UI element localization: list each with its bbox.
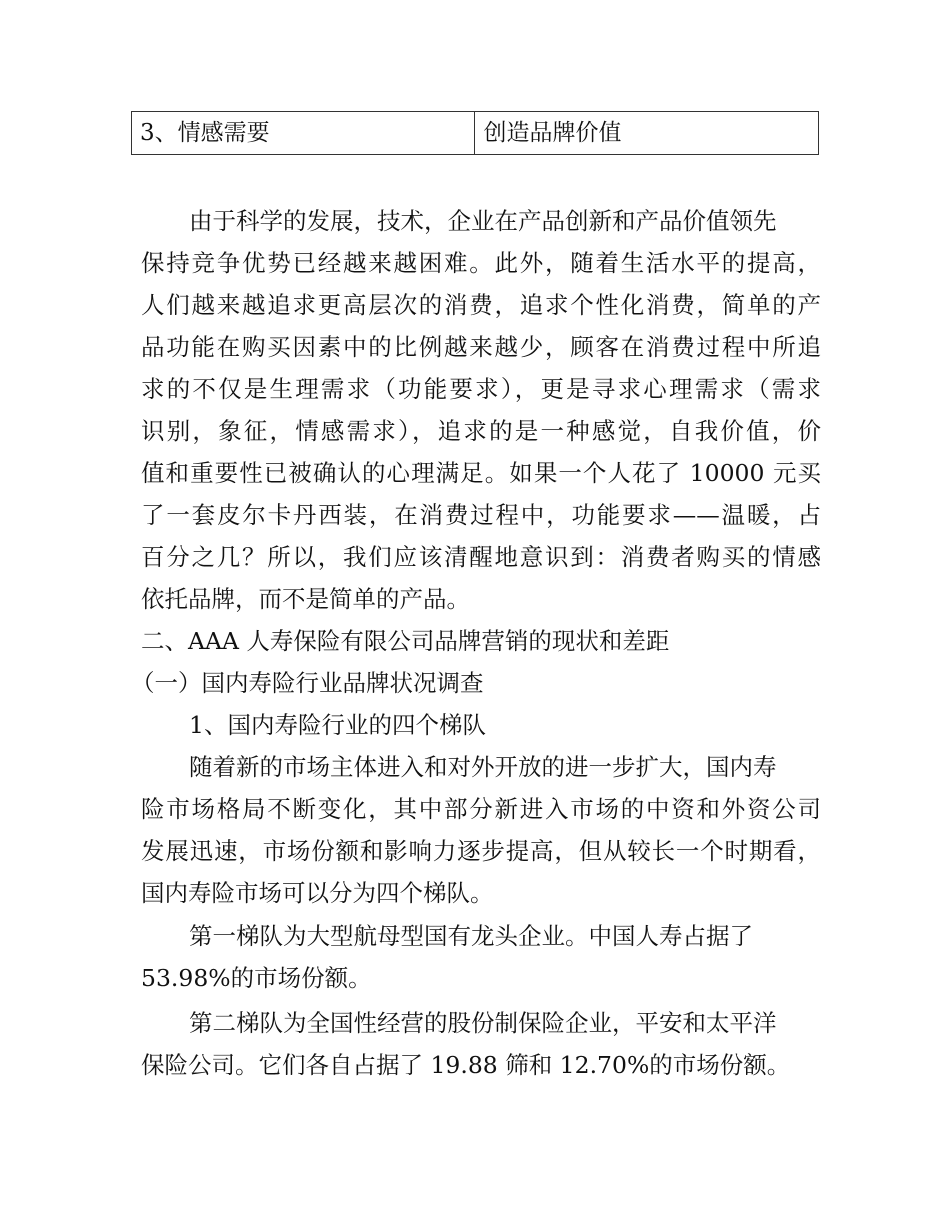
heading-section-two: 二、AAA 人寿保险有限公司品牌营销的现状和差距 [141,627,670,655]
paragraph-line: 识别，象征，情感需求），追求的是一种感觉，自我价值，价 [141,417,821,445]
paragraph-line: 百分之几？所以，我们应该清醒地意识到：消费者购买的情感 [141,543,821,571]
paragraph-brand-emotion [141,200,821,620]
paragraph-line: 第二梯队为全国性经营的股份制保险企业，平安和太平洋 [189,1009,777,1037]
need-value-table [131,111,819,155]
paragraph-line: 品功能在购买因素中的比例越来越少，顾客在消费过程中所追 [141,333,821,361]
paragraph-line: 了一套皮尔卡丹西装，在消费过程中，功能要求——温暖，占 [141,501,821,529]
heading-subsection-one: （一）国内寿险行业品牌状况调查 [131,669,484,697]
paragraph-tier-two [141,1002,821,1086]
section-heading [141,620,821,662]
paragraph-line: 53.98%的市场份额。 [141,964,372,992]
table-cell-value: 创造品牌价值 [475,112,819,155]
paragraph-line: 发展迅速，市场份额和影响力逐步提高，但从较长一个时期看， [141,837,821,865]
paragraph-line: 求的不仅是生理需求（功能要求），更是寻求心理需求（需求 [141,375,821,403]
paragraph-line: 第一梯队为大型航母型国有龙头企业。中国人寿占据了 [189,922,753,950]
table-cell-need: 3、情感需要 [132,112,475,155]
paragraph-line: 保持竞争优势已经越来越困难。此外，随着生活水平的提高， [141,249,821,277]
paragraph-line: 保险公司。它们各自占据了 19.88 筛和 12.70%的市场份额。 [141,1051,791,1079]
paragraph-line: 值和重要性已被确认的心理满足。如果一个人花了 10000 元买 [141,459,821,487]
paragraph-tier-one [141,915,821,999]
subsection-heading [131,662,811,704]
paragraph-line: 人们越来越追求更高层次的消费，追求个性化消费，简单的产 [141,291,821,319]
paragraph-line: 国内寿险市场可以分为四个梯队。 [141,879,494,907]
paragraph-line: 随着新的市场主体进入和对外开放的进一步扩大，国内寿 [189,753,777,781]
table-row [132,112,819,155]
heading-four-tiers: 1、国内寿险行业的四个梯队 [189,711,486,739]
paragraph-market-tiers [141,746,821,914]
subsubsection-heading [141,704,821,746]
paragraph-line: 险市场格局不断变化，其中部分新进入市场的中资和外资公司 [141,795,821,823]
paragraph-line: 依托品牌，而不是简单的产品。 [141,585,470,613]
paragraph-line: 由于科学的发展，技术，企业在产品创新和产品价值领先 [189,207,777,235]
